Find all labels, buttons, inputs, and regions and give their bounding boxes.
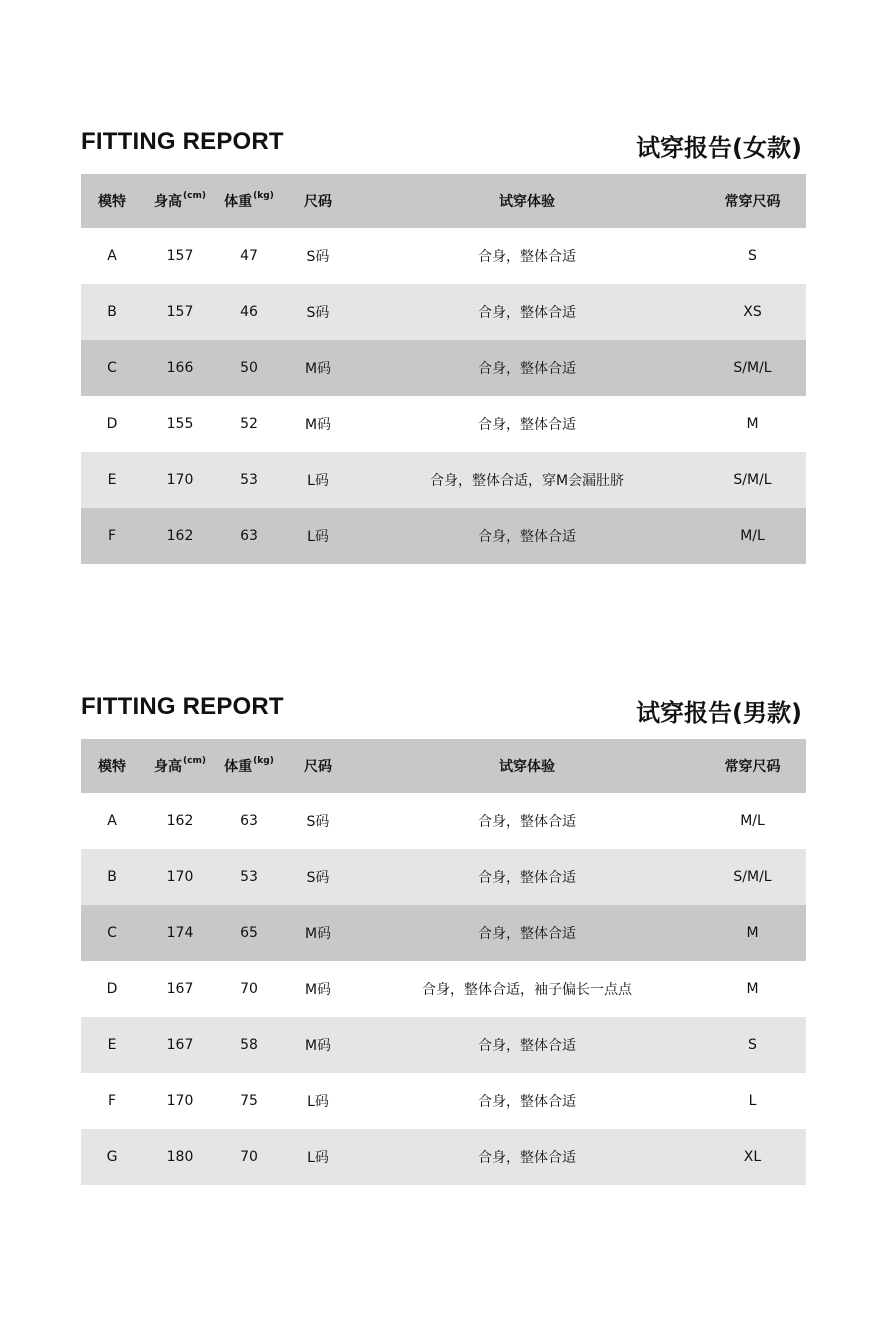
cell-model: B xyxy=(107,304,117,320)
cell-usual-size: S/M/L xyxy=(733,869,772,885)
table-row xyxy=(81,284,806,340)
cell-weight: 52 xyxy=(240,416,258,432)
header-size: 尺码 xyxy=(304,194,332,210)
cell-weight: 70 xyxy=(240,1149,258,1165)
height-unit: (cm) xyxy=(183,756,206,766)
table-row xyxy=(81,1073,806,1129)
cell-size: S码 xyxy=(306,870,330,886)
cell-weight: 53 xyxy=(240,869,258,885)
cell-usual-size: M/L xyxy=(740,528,765,544)
cell-model: D xyxy=(106,416,118,432)
header-height: 身高$^{(cm)}$ xyxy=(154,756,206,775)
report-title-en: FITTING REPORT xyxy=(81,693,284,720)
cell-height: 155 xyxy=(166,416,194,432)
table-row xyxy=(81,452,806,508)
cell-weight: 63 xyxy=(240,528,258,544)
cell-model: F xyxy=(107,1093,117,1109)
cell-weight: 65 xyxy=(240,925,258,941)
cell-weight: 70 xyxy=(240,981,258,997)
table-row xyxy=(81,905,806,961)
cell-weight: 50 xyxy=(240,360,258,376)
table-row xyxy=(81,340,806,396)
cell-usual-size: S xyxy=(748,248,757,264)
cell-size: L码 xyxy=(307,473,329,489)
cell-experience: 合身，整体合适 xyxy=(478,1150,576,1166)
cell-model: E xyxy=(107,472,117,488)
cell-experience: 合身，整体合适 xyxy=(478,417,576,433)
weight-unit: (kg) xyxy=(253,191,274,201)
cell-usual-size: M xyxy=(746,981,759,997)
report-title-cn: 试穿报告(女款) xyxy=(636,134,802,162)
table-row xyxy=(81,849,806,905)
cell-size: S码 xyxy=(306,249,330,265)
cell-height: 170 xyxy=(166,472,194,488)
cell-usual-size: M xyxy=(746,416,759,432)
fitting-report-women xyxy=(81,128,806,564)
cell-weight: 47 xyxy=(240,248,258,264)
cell-height: 170 xyxy=(166,869,194,885)
cell-model: C xyxy=(107,360,117,376)
cell-size: S码 xyxy=(306,814,330,830)
fitting-table-men xyxy=(81,739,806,1185)
header-experience: 试穿体验 xyxy=(499,194,555,210)
cell-experience: 合身，整体合适 xyxy=(478,814,576,830)
cell-usual-size: S/M/L xyxy=(733,472,772,488)
cell-model: C xyxy=(107,925,117,941)
report-title-row xyxy=(81,693,806,739)
cell-usual-size: XS xyxy=(743,304,762,320)
fitting-table-women xyxy=(81,174,806,564)
cell-experience: 合身，整体合适 xyxy=(478,249,576,265)
cell-height: 166 xyxy=(166,360,194,376)
header-usual-size: 常穿尺码 xyxy=(724,759,781,775)
cell-size: L码 xyxy=(307,529,329,545)
cell-size: M码 xyxy=(304,417,332,433)
table-header-row xyxy=(81,739,806,793)
cell-height: 170 xyxy=(166,1093,194,1109)
cell-weight: 75 xyxy=(240,1093,258,1109)
height-unit: (cm) xyxy=(183,191,206,201)
cell-height: 157 xyxy=(166,248,194,264)
table-row xyxy=(81,1017,806,1073)
cell-height: 162 xyxy=(166,813,194,829)
cell-weight: 58 xyxy=(240,1037,258,1053)
cell-usual-size: L xyxy=(748,1093,757,1109)
cell-height: 174 xyxy=(166,925,194,941)
report-title-row xyxy=(81,128,806,174)
cell-size: M码 xyxy=(304,1038,332,1054)
cell-size: S码 xyxy=(306,305,330,321)
cell-model: G xyxy=(106,1149,118,1165)
header-size: 尺码 xyxy=(304,759,332,775)
header-experience: 试穿体验 xyxy=(499,759,555,775)
cell-model: E xyxy=(107,1037,117,1053)
cell-weight: 63 xyxy=(240,813,258,829)
cell-usual-size: M xyxy=(746,925,759,941)
cell-model: D xyxy=(106,981,118,997)
cell-experience: 合身，整体合适 xyxy=(478,529,576,545)
cell-experience: 合身，整体合适 xyxy=(478,870,576,886)
fitting-report-men xyxy=(81,693,806,1185)
header-height: 身高$^{(cm)}$ xyxy=(154,191,206,210)
cell-experience: 合身，整体合适，穿M会漏肚脐 xyxy=(429,473,625,489)
table-row xyxy=(81,228,806,284)
cell-weight: 53 xyxy=(240,472,258,488)
cell-usual-size: S/M/L xyxy=(733,360,772,376)
report-title-en: FITTING REPORT xyxy=(81,128,284,155)
cell-model: F xyxy=(107,528,117,544)
table-row xyxy=(81,793,806,849)
cell-height: 162 xyxy=(166,528,194,544)
cell-size: M码 xyxy=(304,926,332,942)
cell-usual-size: S xyxy=(748,1037,757,1053)
cell-height: 157 xyxy=(166,304,194,320)
cell-experience: 合身，整体合适 xyxy=(478,1094,576,1110)
cell-experience: 合身，整体合适 xyxy=(478,305,576,321)
cell-experience: 合身，整体合适 xyxy=(478,926,576,942)
table-row xyxy=(81,1129,806,1185)
cell-size: L码 xyxy=(307,1094,329,1110)
cell-height: 167 xyxy=(166,981,194,997)
header-weight: 体重$^{(kg)}$ xyxy=(224,191,274,210)
cell-model: B xyxy=(107,869,117,885)
cell-experience: 合身，整体合适 xyxy=(478,1038,576,1054)
cell-weight: 46 xyxy=(240,304,258,320)
cell-height: 180 xyxy=(166,1149,194,1165)
header-model: 模特 xyxy=(98,194,126,210)
header-usual-size: 常穿尺码 xyxy=(724,194,781,210)
table-row xyxy=(81,508,806,564)
weight-unit: (kg) xyxy=(253,756,274,766)
table-row xyxy=(81,396,806,452)
header-model: 模特 xyxy=(98,759,126,775)
cell-size: M码 xyxy=(304,361,332,377)
cell-model: A xyxy=(107,813,117,829)
table-header-row xyxy=(81,174,806,228)
cell-experience: 合身，整体合适 xyxy=(478,361,576,377)
cell-experience: 合身，整体合适，袖子偏长一点点 xyxy=(422,982,632,998)
cell-height: 167 xyxy=(166,1037,194,1053)
cell-model: A xyxy=(107,248,117,264)
header-weight: 体重$^{(kg)}$ xyxy=(224,756,274,775)
cell-size: L码 xyxy=(307,1150,329,1166)
cell-size: M码 xyxy=(304,982,332,998)
cell-usual-size: M/L xyxy=(740,813,765,829)
cell-usual-size: XL xyxy=(743,1149,762,1165)
table-row xyxy=(81,961,806,1017)
report-title-cn: 试穿报告(男款) xyxy=(636,699,802,727)
